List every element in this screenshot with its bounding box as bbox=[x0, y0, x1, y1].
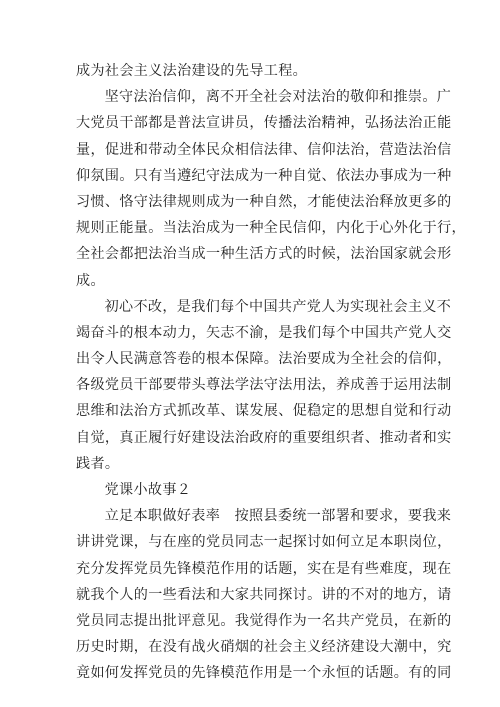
text-line: 自觉，真正履行好建设法治政府的重要组织者、推动者和实 bbox=[76, 429, 452, 446]
text-line: 践者。 bbox=[76, 455, 120, 472]
text-line: 量，促进和带动全体民众相信法律、信仰法治，营造法治信 bbox=[76, 141, 452, 158]
text-line: 仰氛围。只有当遵纪守法成为一种自觉、依法办事成为一种 bbox=[76, 167, 452, 184]
text-line: 全社会都把法治当成一种生活方式的时候，法治国家就会形 bbox=[76, 246, 452, 263]
text-line: 规则正能量。当法治成为一种全民信仰，内化于心外化于行， bbox=[76, 220, 466, 237]
text-line: 竭奋斗的根本动力，矢志不渝，是我们每个中国共产党人交 bbox=[76, 324, 452, 341]
text-line: 成为社会主义法治建设的先导工程。 bbox=[76, 63, 308, 79]
text-line: 习惯、恪守法律规则成为一种自然，才能使法治释放更多的 bbox=[76, 193, 452, 210]
document-body bbox=[76, 58, 466, 687]
text-line: 党课小故事２ bbox=[104, 482, 192, 498]
text-line: 出令人民满意答卷的根本保障。法治要成为全社会的信仰， bbox=[76, 351, 452, 368]
text-line: 历史时期，在没有战火硝烟的社会主义经济建设大潮中，究 bbox=[76, 639, 452, 656]
text-line: 初心不改，是我们每个中国共产党人为实现社会主义不 bbox=[104, 298, 452, 315]
text-line: 党员同志提出批评意见。我觉得作为一名共产党员，在新的 bbox=[76, 612, 452, 629]
text-line: 讲讲党课，与在座的党员同志一起探讨如何立足本职岗位， bbox=[76, 534, 452, 551]
text-line: 各级党员干部要带头尊法学法守法用法，养成善于运用法制 bbox=[76, 377, 452, 394]
text-line: 充分发挥党员先锋模范作用的话题，实在是有些难度，现在 bbox=[76, 560, 452, 577]
text-line: 思维和法治方式抓改革、谋发展、促稳定的思想自觉和行动 bbox=[76, 403, 452, 420]
text-line: 成。 bbox=[76, 272, 105, 289]
text-line: 立足本职做好表率 按照县委统一部署和要求，要我来 bbox=[104, 508, 452, 525]
text-line: 竟如何发挥党员的先锋模范作用是一个永恒的话题。有的同 bbox=[76, 665, 452, 682]
text-line: 就我个人的一些看法和大家共同探讨。讲的不对的地方，请 bbox=[76, 586, 452, 603]
text-line: 坚守法治信仰，离不开全社会对法治的敬仰和推崇。广 bbox=[104, 89, 452, 106]
text-line: 大党员干部都是普法宣讲员，传播法治精神，弘扬法治正能 bbox=[76, 115, 452, 132]
